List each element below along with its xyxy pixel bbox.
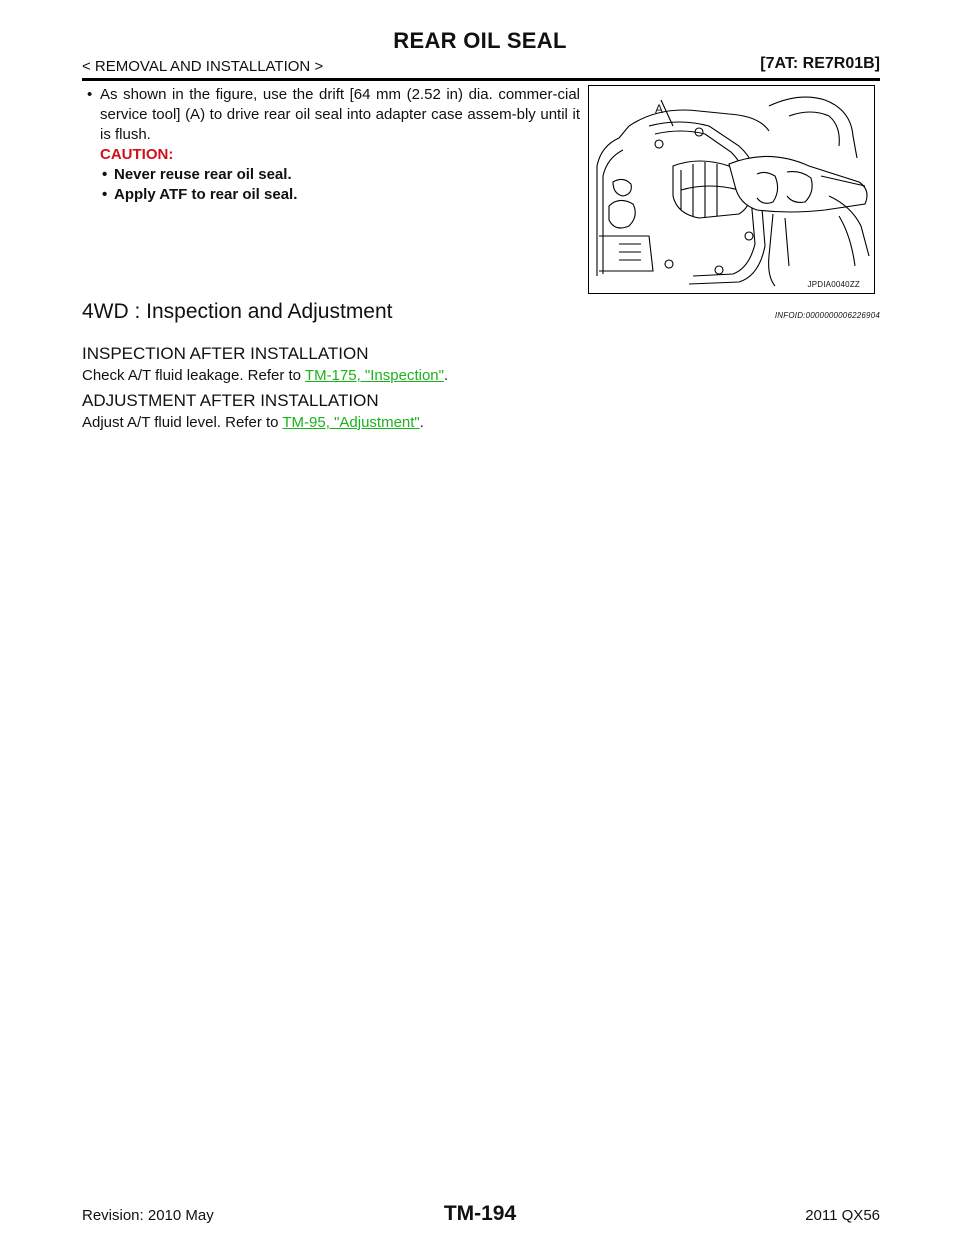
header-divider	[82, 78, 880, 81]
figure-callout-label: A	[655, 102, 664, 116]
procedure-step	[82, 85, 580, 205]
caution-item	[82, 185, 580, 205]
caution-label: CAUTION:	[100, 146, 174, 163]
adjustment-text	[82, 414, 424, 431]
inspection-reference-link[interactable]: TM-175, "Inspection"	[304, 367, 444, 384]
caution-text: Apply ATF to rear oil seal.	[114, 186, 298, 203]
bullet-icon: •	[102, 186, 108, 203]
bullet-icon: •	[87, 86, 93, 103]
footer-revision: Revision: 2010 May	[82, 1207, 214, 1224]
step-text: As shown in the figure, use the drift [64 mm (2.52 in) dia. commer-cial service tool] (A) to drive rear oil seal into adapter case assem-bly until it is flush.	[100, 86, 580, 143]
breadcrumb: < REMOVAL AND INSTALLATION >	[82, 58, 324, 75]
adjustment-heading: ADJUSTMENT AFTER INSTALLATION	[82, 391, 379, 410]
footer-model: 2011 QX56	[805, 1207, 880, 1224]
adjustment-reference-link[interactable]: TM-95, "Adjustment"	[282, 414, 420, 431]
inspection-heading: INSPECTION AFTER INSTALLATION	[82, 344, 369, 363]
info-id: INFOID:0000000006226904	[774, 311, 880, 320]
adjustment-sentence: Adjust A/T fluid level. Refer to	[82, 414, 283, 431]
bullet-icon: •	[102, 166, 108, 183]
figure-illustration	[588, 85, 875, 294]
page-title: REAR OIL SEAL	[393, 28, 567, 53]
step-bullet-item	[82, 85, 580, 145]
page-number: TM-194	[443, 1202, 517, 1225]
section-heading: 4WD : Inspection and Adjustment	[82, 300, 393, 323]
drift-installation-illustration	[589, 86, 875, 294]
adjustment-period: .	[419, 414, 424, 431]
model-code: [7AT: RE7R01B]	[760, 55, 880, 72]
caution-item	[82, 165, 580, 185]
caution-text: Never reuse rear oil seal.	[114, 166, 292, 183]
inspection-period: .	[443, 367, 449, 384]
inspection-text	[82, 367, 448, 384]
inspection-sentence: Check A/T fluid leakage. Refer to	[82, 367, 305, 384]
figure-id: JPDIA0040ZZ	[807, 280, 860, 289]
